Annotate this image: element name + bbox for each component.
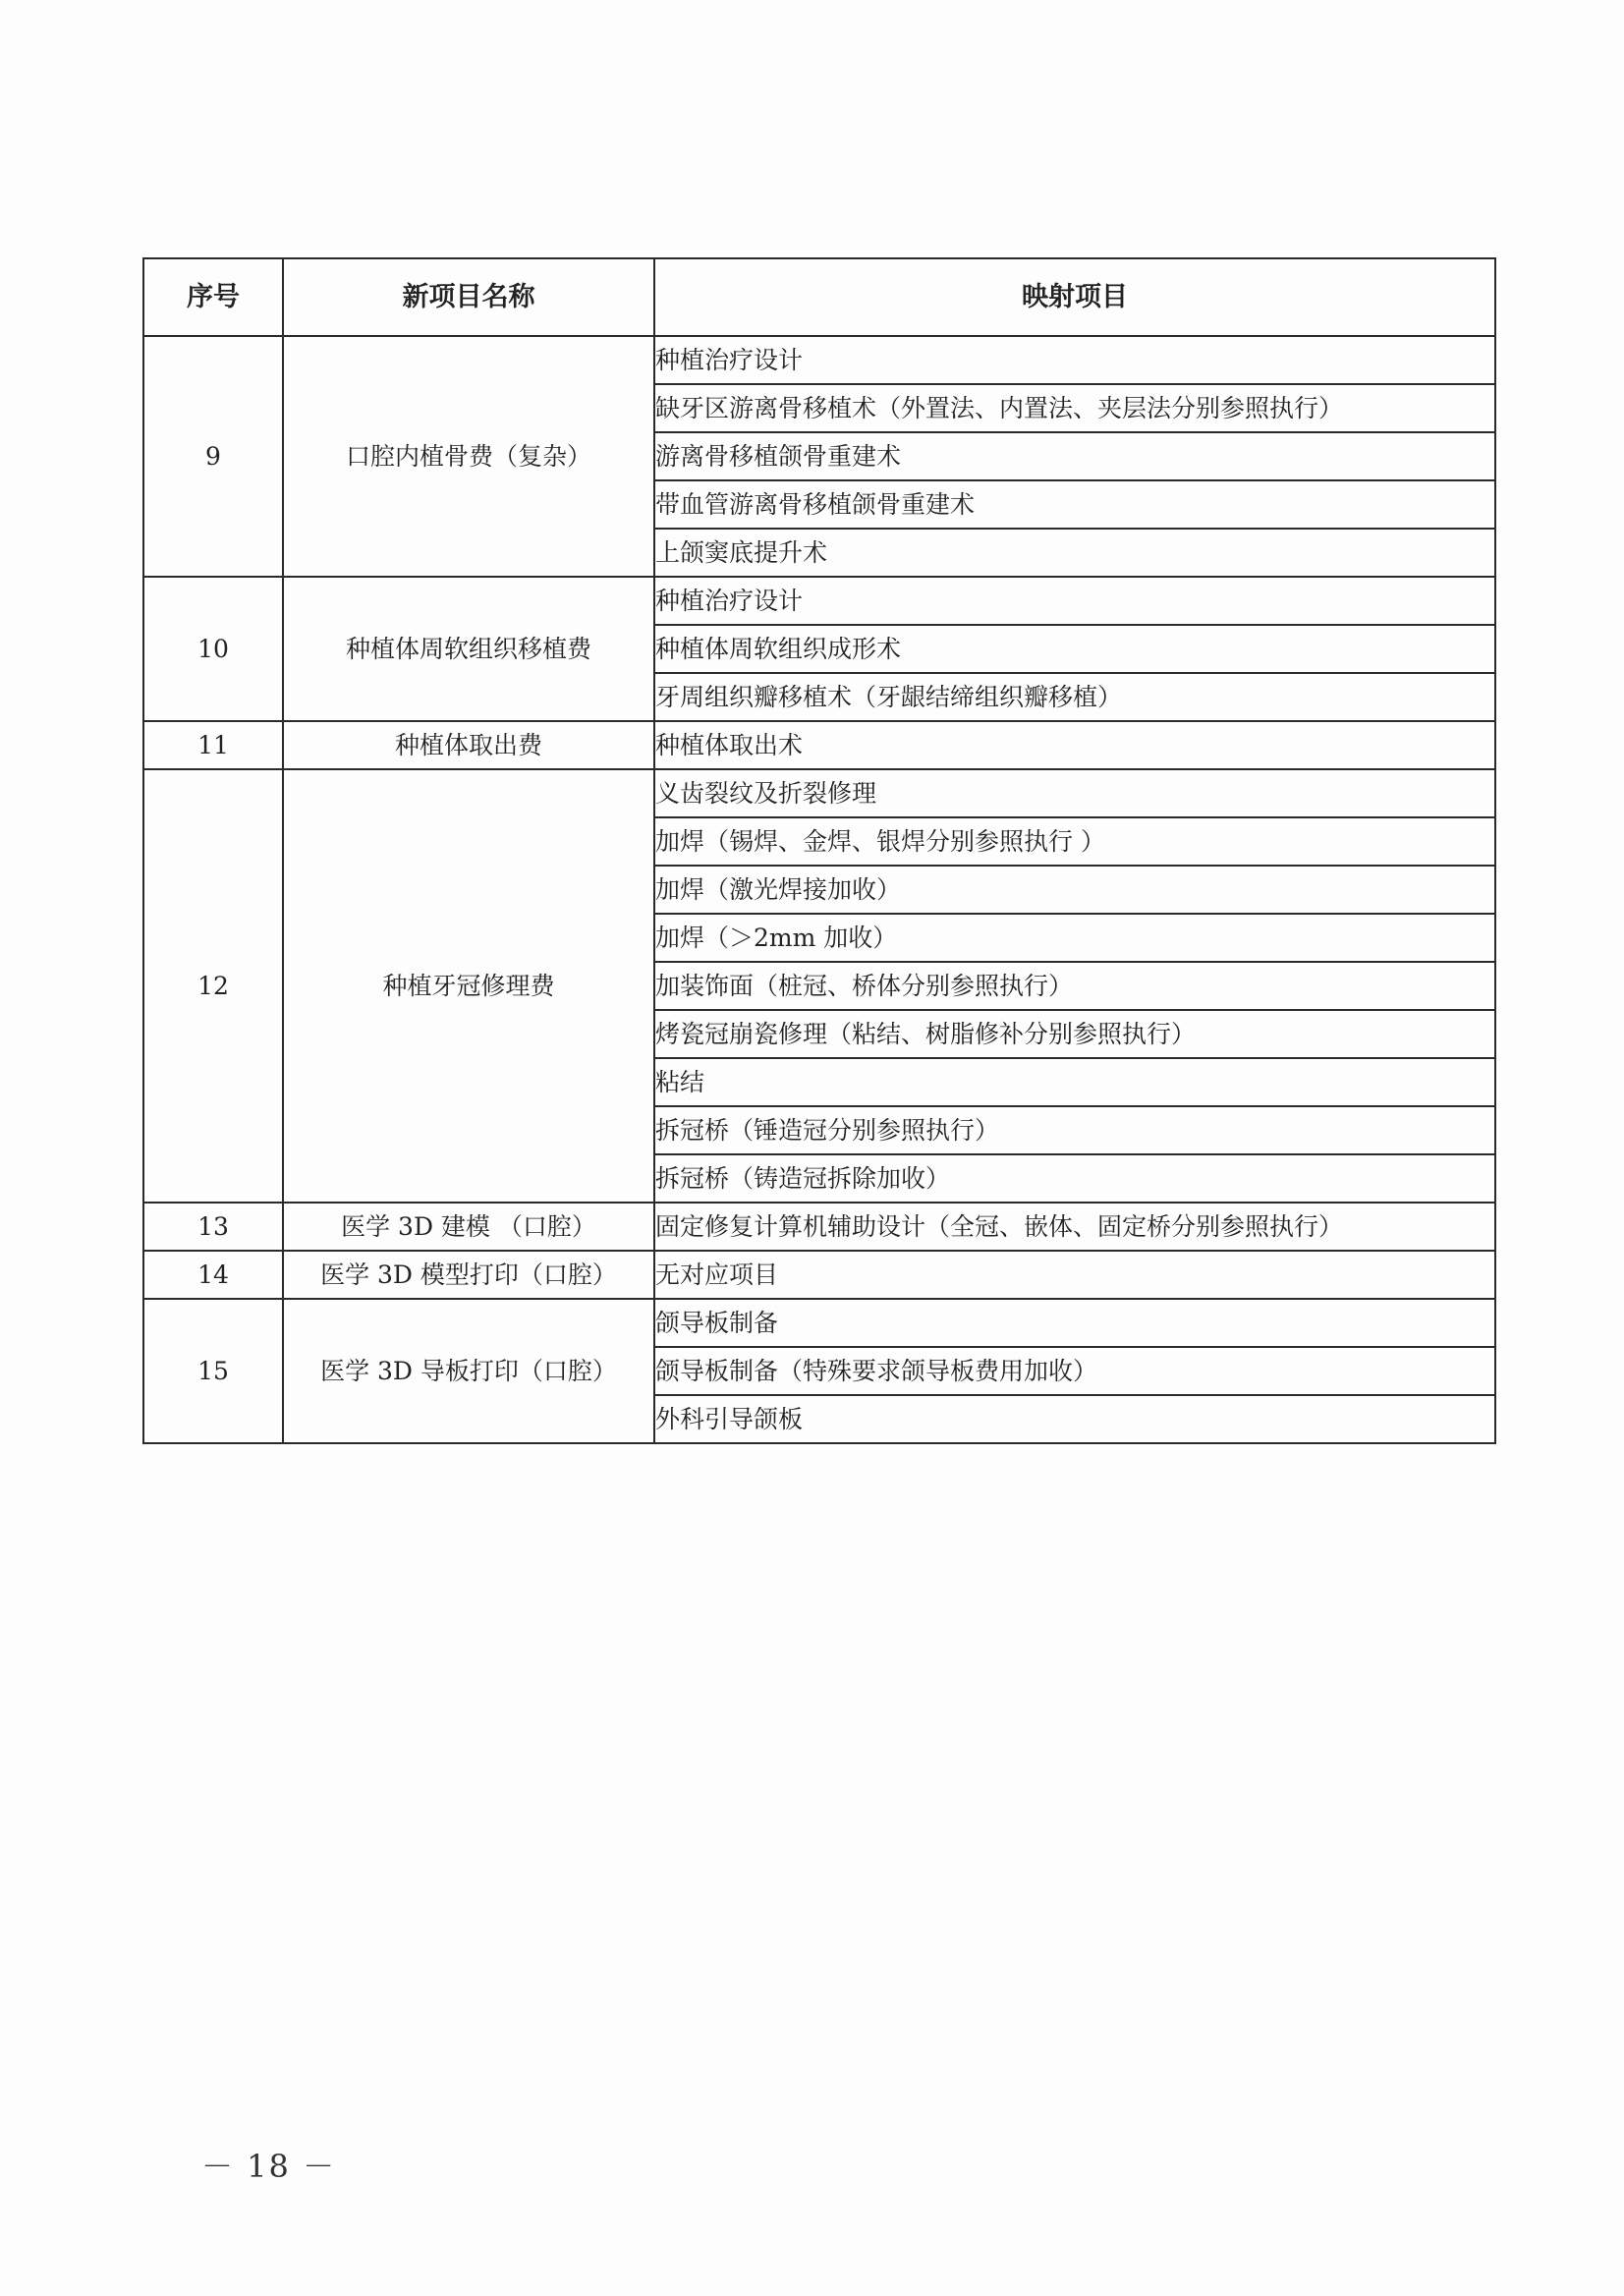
- mapped-item-cell: 粘结: [654, 1058, 1495, 1106]
- mapped-item-cell: 无对应项目: [654, 1251, 1495, 1299]
- mapped-item-cell: 牙周组织瓣移植术（牙龈结缔组织瓣移植）: [654, 673, 1495, 721]
- mapped-item-cell: 上颌窦底提升术: [654, 529, 1495, 577]
- header-row: [143, 258, 1495, 336]
- mapped-item-cell: 颌导板制备: [654, 1299, 1495, 1347]
- serial-number-cell: 11: [143, 721, 283, 769]
- header-new-item-name: 新项目名称: [283, 258, 654, 336]
- table-row: [143, 721, 1495, 769]
- new-item-name-cell: 种植体取出费: [283, 721, 654, 769]
- new-item-name-cell: 医学 3D 导板打印（口腔）: [283, 1299, 654, 1443]
- new-item-name-cell: 种植牙冠修理费: [283, 769, 654, 1203]
- mapped-item-cell: 义齿裂纹及折裂修理: [654, 769, 1495, 817]
- header-serial-number: 序号: [143, 258, 283, 336]
- mapped-item-cell: 固定修复计算机辅助设计（全冠、嵌体、固定桥分别参照执行）: [654, 1203, 1495, 1251]
- table-header: [143, 258, 1495, 336]
- table-row: [143, 577, 1495, 625]
- mapped-item-cell: 缺牙区游离骨移植术（外置法、内置法、夹层法分别参照执行）: [654, 384, 1495, 432]
- new-item-name-cell: 医学 3D 模型打印（口腔）: [283, 1251, 654, 1299]
- mapped-item-cell: 种植体取出术: [654, 721, 1495, 769]
- new-item-name-cell: 口腔内植骨费（复杂）: [283, 336, 654, 577]
- serial-number-cell: 9: [143, 336, 283, 577]
- table-row: [143, 336, 1495, 384]
- new-item-name-cell: 种植体周软组织移植费: [283, 577, 654, 721]
- mapped-item-cell: 种植体周软组织成形术: [654, 625, 1495, 673]
- mapped-item-cell: 外科引导颌板: [654, 1395, 1495, 1443]
- page-number: － 18 －: [201, 2148, 337, 2185]
- mapped-item-cell: 加焊（锡焊、金焊、银焊分别参照执行 ）: [654, 817, 1495, 866]
- serial-number-cell: 15: [143, 1299, 283, 1443]
- table-row: [143, 769, 1495, 817]
- table-row: [143, 1299, 1495, 1347]
- table-row: [143, 1203, 1495, 1251]
- new-item-name-cell: 医学 3D 建模 （口腔）: [283, 1203, 654, 1251]
- serial-number-cell: 13: [143, 1203, 283, 1251]
- mapped-item-cell: 种植治疗设计: [654, 577, 1495, 625]
- table-row: [143, 1251, 1495, 1299]
- mapped-item-cell: 颌导板制备（特殊要求颌导板费用加收）: [654, 1347, 1495, 1395]
- mapped-item-cell: 游离骨移植颌骨重建术: [654, 432, 1495, 480]
- serial-number-cell: 14: [143, 1251, 283, 1299]
- header-mapped-items: 映射项目: [654, 258, 1495, 336]
- mapping-table: [142, 257, 1496, 1444]
- mapped-item-cell: 带血管游离骨移植颌骨重建术: [654, 480, 1495, 529]
- table-body: [143, 336, 1495, 1443]
- serial-number-cell: 10: [143, 577, 283, 721]
- mapped-item-cell: 烤瓷冠崩瓷修理（粘结、树脂修补分别参照执行）: [654, 1010, 1495, 1058]
- mapped-item-cell: 加焊（＞2mm 加收）: [654, 914, 1495, 962]
- mapped-item-cell: 种植治疗设计: [654, 336, 1495, 384]
- mapped-item-cell: 拆冠桥（铸造冠拆除加收）: [654, 1154, 1495, 1203]
- mapped-item-cell: 加装饰面（桩冠、桥体分别参照执行）: [654, 962, 1495, 1010]
- mapped-item-cell: 加焊（激光焊接加收）: [654, 866, 1495, 914]
- mapped-item-cell: 拆冠桥（锤造冠分别参照执行）: [654, 1106, 1495, 1154]
- serial-number-cell: 12: [143, 769, 283, 1203]
